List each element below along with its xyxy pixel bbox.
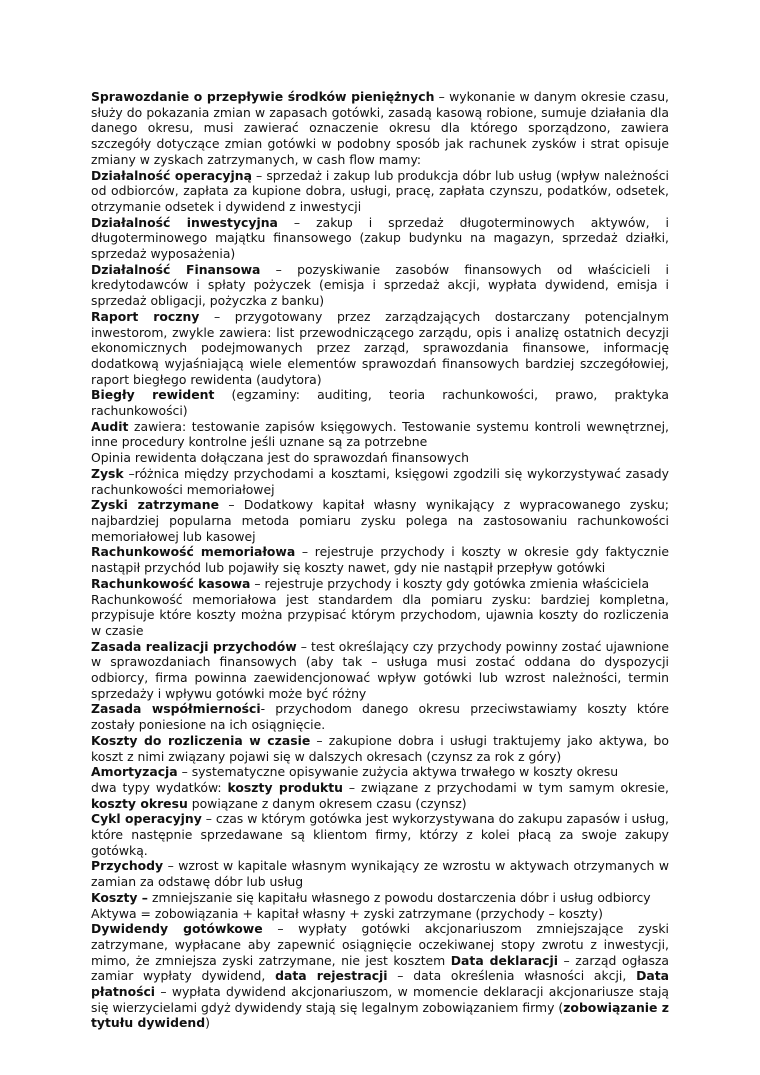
document-body xyxy=(91,89,669,1031)
paragraph-operating-cycle: Cykl operacyjny – czas w którym gotówka jest wykorzystywana do zakupu zapasów i usług, które następnie sprzedawane są klientom firmy, którzy z kolei płacą za swoje zakupy gotówką. xyxy=(91,811,669,858)
paragraph-audit: Audit zawiera: testowanie zapisów księgowych. Testowanie systemu kontroli wewnętrznej, inne procedury kontrolne jeśli uznane są za potrzebne xyxy=(91,418,669,450)
paragraph-cash-accounting: Rachunkowość kasowa – rejestruje przychody i koszty gdy gotówka zmienia właściciela xyxy=(91,575,650,591)
paragraph-retained-earnings: Zyski zatrzymane – Dodatkowy kapitał własny wynikający z wypracowanego zysku; najbardziej popularna metoda pomiaru zysku polega na zastosowaniu rachunkowości memoriałowej lub kasowej xyxy=(91,497,669,544)
paragraph-profit: Zysk –różnica między przychodami a kosztami, księgowi zgodzili się wykorzystywać zasady rachunkowości memoriałowej xyxy=(91,465,669,497)
paragraph-cash-flow-statement: Sprawozdanie o przepływie środków pieniężnych – wykonanie w danym okresie czasu, służy do pokazania zmian w zapasach gotówki, zasadą kasową robione, sumuje działania dla danego okresu, musi zawierać oznaczenie okresu dla którego sporządzono, zawiera szczegóły dotyczące zmian gotówki w podobny sposób jak rachunek zysków i strat opisuje zmiany w zyskach zatrzymanych, w cash flow mamy: xyxy=(91,89,669,167)
paragraph-revenue-recognition: Zasada realizacji przychodów – test określający czy przychody powinny zostać ujawnione w sprawozdaniach finansowych (aby tak – usługa musi zostać oddana do dyspozycji odbiorcy, firma powinna zaewidencjonować wpływ gotówki lub wzrost należności, termin sprzedaży i wpływu gotówki może być różny xyxy=(91,638,669,701)
paragraph-financing-activities: Działalność Finansowa – pozyskiwanie zasobów finansowych od właścicieli i kredytodawców i spłaty pożyczek (emisja i sprzedaż akcji, wypłata dywidend, emisja i sprzedaż obligacji, pożyczka z banku) xyxy=(91,261,669,309)
paragraph-auditor: Biegły rewident (egzaminy: auditing, teoria rachunkowości, prawo, praktyka rachunkowości) xyxy=(91,387,669,419)
paragraph-investing-activities: Działalność inwestycyjna – zakup i sprzedaż długoterminowych aktywów, i długoterminowego majątku finansowego (zakup budynku na magazyn, sprzedaż działki, sprzedaż wyposażenia) xyxy=(91,214,669,262)
paragraph-operating-activities: Działalność operacyjną – sprzedaż i zakup lub produkcja dóbr lub usług (wpływ należności od odbiorców, zapłata za kupione dobra, usługi, pracę, zapłata czynszu, podatków, odsetek, otrzymanie odsetek i dywidend z inwestycji xyxy=(91,167,669,214)
paragraph-accrual-accounting: Rachunkowość memoriałowa – rejestruje przychody i koszty w okresie gdy faktycznie nastąpił przychód lub pojawiły się koszty nawet, gdy nie nastąpił przepływ gotówki xyxy=(91,544,670,576)
paragraph-annual-report: Raport roczny – przygotowany przez zarządzających dostarczany potencjalnym inwestorom, zwykle zawiera: list przewodniczącego zarządu, opis i analizę ostatnich decyzji ekonomicznych podejmowanych przez zarząd, sprawozdania finansowe, informację dodatkową wyjaśniającą wiele elementów sprawozdań finansowych bardziej szczegółowiej, raport biegłego rewidenta (audytora) xyxy=(91,308,670,387)
paragraph-expense-types: dwa typy wydatków: koszty produktu – związane z przychodami w tym samym okresie, koszty okresu powiązane z danym okresem czasu (czynsz) xyxy=(91,779,669,811)
paragraph-revenues: Przychody – wzrost w kapitale własnym wynikający ze wzrostu w aktywach otrzymanych w zamian za odstawę dóbr lub usług xyxy=(91,858,669,890)
paragraph-matching-principle: Zasada współmierności- przychodom danego okresu przeciwstawiamy koszty które zostały poniesione na ich osiągnięcie. xyxy=(91,701,669,733)
paragraph-depreciation: Amortyzacja – systematyczne opisywanie zużycia aktywa trwałego w koszty okresu xyxy=(91,764,619,780)
paragraph-accrual-standard: Rachunkowość memoriałowa jest standardem dla pomiaru zysku: bardziej kompletna, przypisuje które koszty można przypisać którym przychodom, ujawnia koszty do rozliczenia w czasie xyxy=(91,591,669,638)
paragraph-accounting-equation: Aktywa = zobowiązania + kapitał własny + zyski zatrzymane (przychody – koszty) xyxy=(91,905,603,921)
paragraph-expenses: Koszty – zmniejszanie się kapitału własnego z powodu dostarczenia dóbr i usług odbiorcy xyxy=(91,889,651,905)
paragraph-auditor-opinion: Opinia rewidenta dołączana jest do sprawozdań finansowych xyxy=(91,450,469,466)
paragraph-deferred-costs: Koszty do rozliczenia w czasie – zakupione dobra i usługi traktujemy jako aktywa, bo koszt z nimi związany pojawi się w dalszych okresach (czynsz za rok z góry) xyxy=(91,732,669,764)
paragraph-cash-dividends: Dywidendy gotówkowe – wypłaty gotówki akcjonariuszom zmniejszające zyski zatrzymane, wypłacane aby zapewnić osiągnięcie oczekiwanej stopy zwrotu z inwestycji, mimo, że zmniejsza zyski zatrzymane, nie jest kosztem Data deklaracji – zarząd ogłasza zamiar wypłaty dywidend, data rejestracji – data określenia własności akcji, Data płatności – wypłata dywidend akcjonariuszom, w momencie deklaracji akcjonariusze stają się wierzycielami gdyż dywidendy stają się legalnym zobowiązaniem firmy (zobowiązanie z tytułu dywidend) xyxy=(91,921,669,1031)
